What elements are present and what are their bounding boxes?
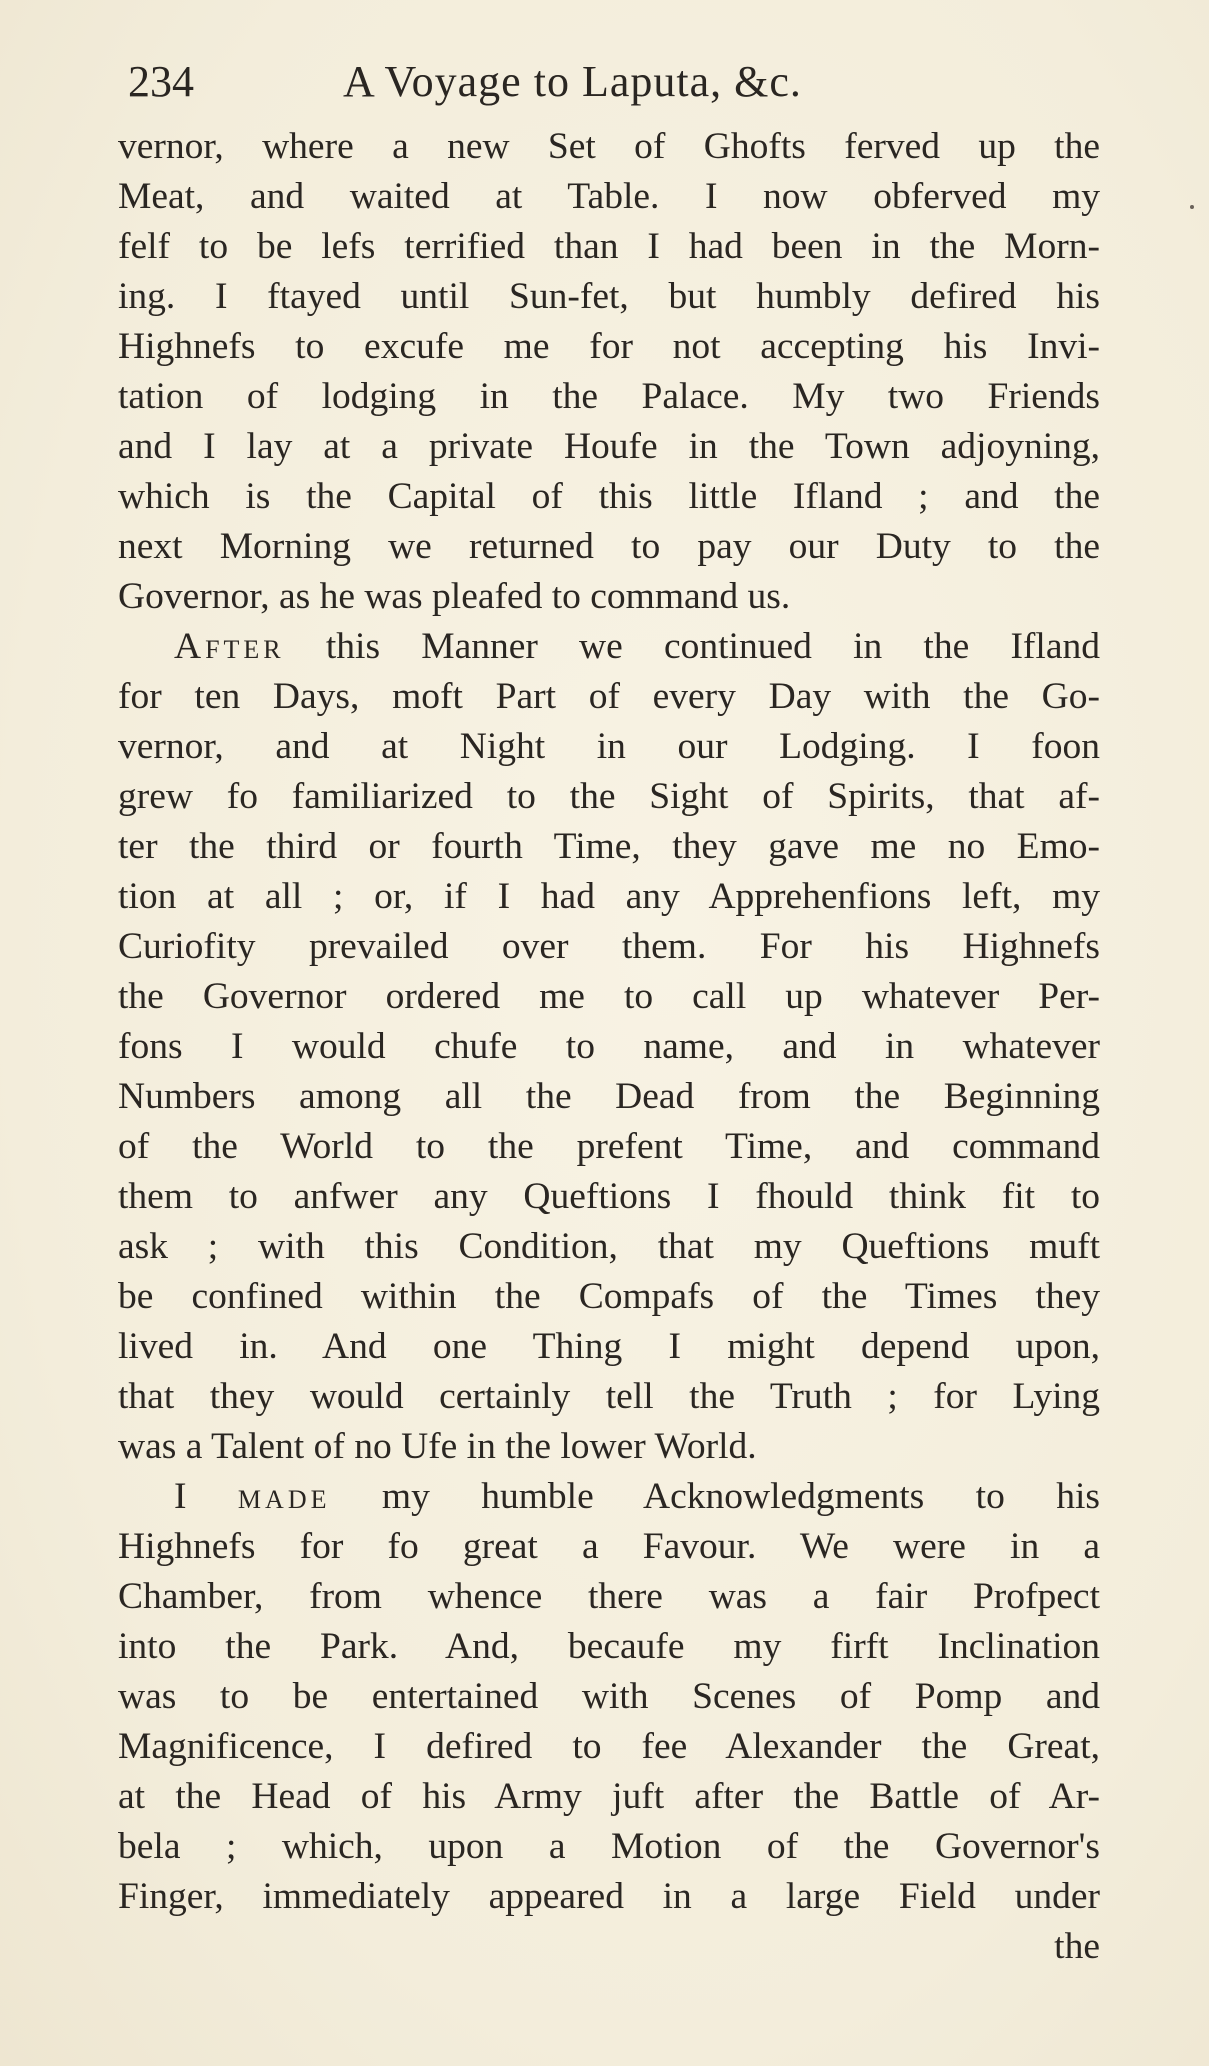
text-line: Finger, immediately appeared in a large Field under: [118, 1876, 1100, 1917]
text-line: Curiofity prevailed over them. For his Highnefs: [118, 926, 1100, 967]
text-line: the Governor ordered me to call up whatever Per-: [118, 976, 1100, 1017]
text-line: of the World to the prefent Time, and command: [118, 1126, 1100, 1167]
text-line: that they would certainly tell the Truth ; for Lying: [118, 1376, 1100, 1417]
page-number: 234: [128, 57, 194, 106]
text-line: tation of lodging in the Palace. My two Friends: [118, 376, 1100, 417]
text-line: next Morning we returned to pay our Duty to the: [118, 526, 1100, 567]
text-line: be confined within the Compafs of the Times they: [118, 1276, 1100, 1317]
text-line: ter the third or fourth Time, they gave me no Emo-: [118, 826, 1100, 867]
text-line: vernor, and at Night in our Lodging. I foon: [118, 726, 1100, 767]
body-text: [118, 122, 1100, 1972]
text-line: which is the Capital of this little Ifland ; and the: [118, 476, 1100, 517]
paragraph-lead-line: [118, 1472, 1100, 1522]
text-line: grew fo familiarized to the Sight of Spirits, that af-: [118, 776, 1100, 817]
text-line: Highnefs to excufe me for not accepting his Invi-: [118, 326, 1100, 367]
text-line: lived in. And one Thing I might depend upon,: [118, 1326, 1100, 1367]
text-line: ing. I ftayed until Sun-fet, but humbly defired his: [118, 276, 1100, 317]
text-line: tion at all ; or, if I had any Apprehenfions left, my: [118, 876, 1100, 917]
running-title: A Voyage to Laputa, &c.: [343, 57, 802, 106]
text-line: ask ; with this Condition, that my Queftions muft: [118, 1226, 1100, 1267]
text-line: at the Head of his Army juft after the Battle of Ar-: [118, 1776, 1100, 1817]
lead-small-caps: After: [174, 626, 285, 667]
text-line: for ten Days, moft Part of every Day with the Go-: [118, 676, 1100, 717]
text-line: this Manner we continued in the Ifland: [284, 626, 1100, 667]
lead-small-caps: made: [237, 1476, 331, 1517]
text-line: fons I would chufe to name, and in whatever: [118, 1026, 1100, 1067]
catchword: the: [1054, 1926, 1100, 1967]
paragraph-lead-line: [118, 622, 1100, 672]
text-line: was a Talent of no Ufe in the lower World.: [118, 1426, 757, 1467]
text-line: was to be entertained with Scenes of Pomp and: [118, 1676, 1100, 1717]
text-line: Chamber, from whence there was a fair Profpect: [118, 1576, 1100, 1617]
text-line: felf to be lefs terrified than I had been in the Morn-: [118, 226, 1100, 267]
text-line: Meat, and waited at Table. I now obferved my: [118, 176, 1100, 217]
ink-speck: [1190, 205, 1194, 209]
text-line: bela ; which, upon a Motion of the Governor's: [118, 1826, 1100, 1867]
text-line: into the Park. And, becaufe my firft Inclination: [118, 1626, 1100, 1667]
running-head: [128, 52, 1118, 112]
text-line: Governor, as he was pleafed to command us.: [118, 576, 791, 617]
text-line: Numbers among all the Dead from the Beginning: [118, 1076, 1100, 1117]
lead-first-word: I: [174, 1476, 187, 1517]
text-line: them to anfwer any Queftions I fhould think fit to: [118, 1176, 1100, 1217]
text-line: and I lay at a private Houfe in the Town adjoyning,: [118, 426, 1100, 467]
text-line: Highnefs for fo great a Favour. We were in a: [118, 1526, 1100, 1567]
text-line: Magnificence, I defired to fee Alexander the Great,: [118, 1726, 1100, 1767]
text-line: vernor, where a new Set of Ghofts ferved up the: [118, 126, 1100, 167]
text-line: my humble Acknowledgments to his: [330, 1476, 1100, 1517]
